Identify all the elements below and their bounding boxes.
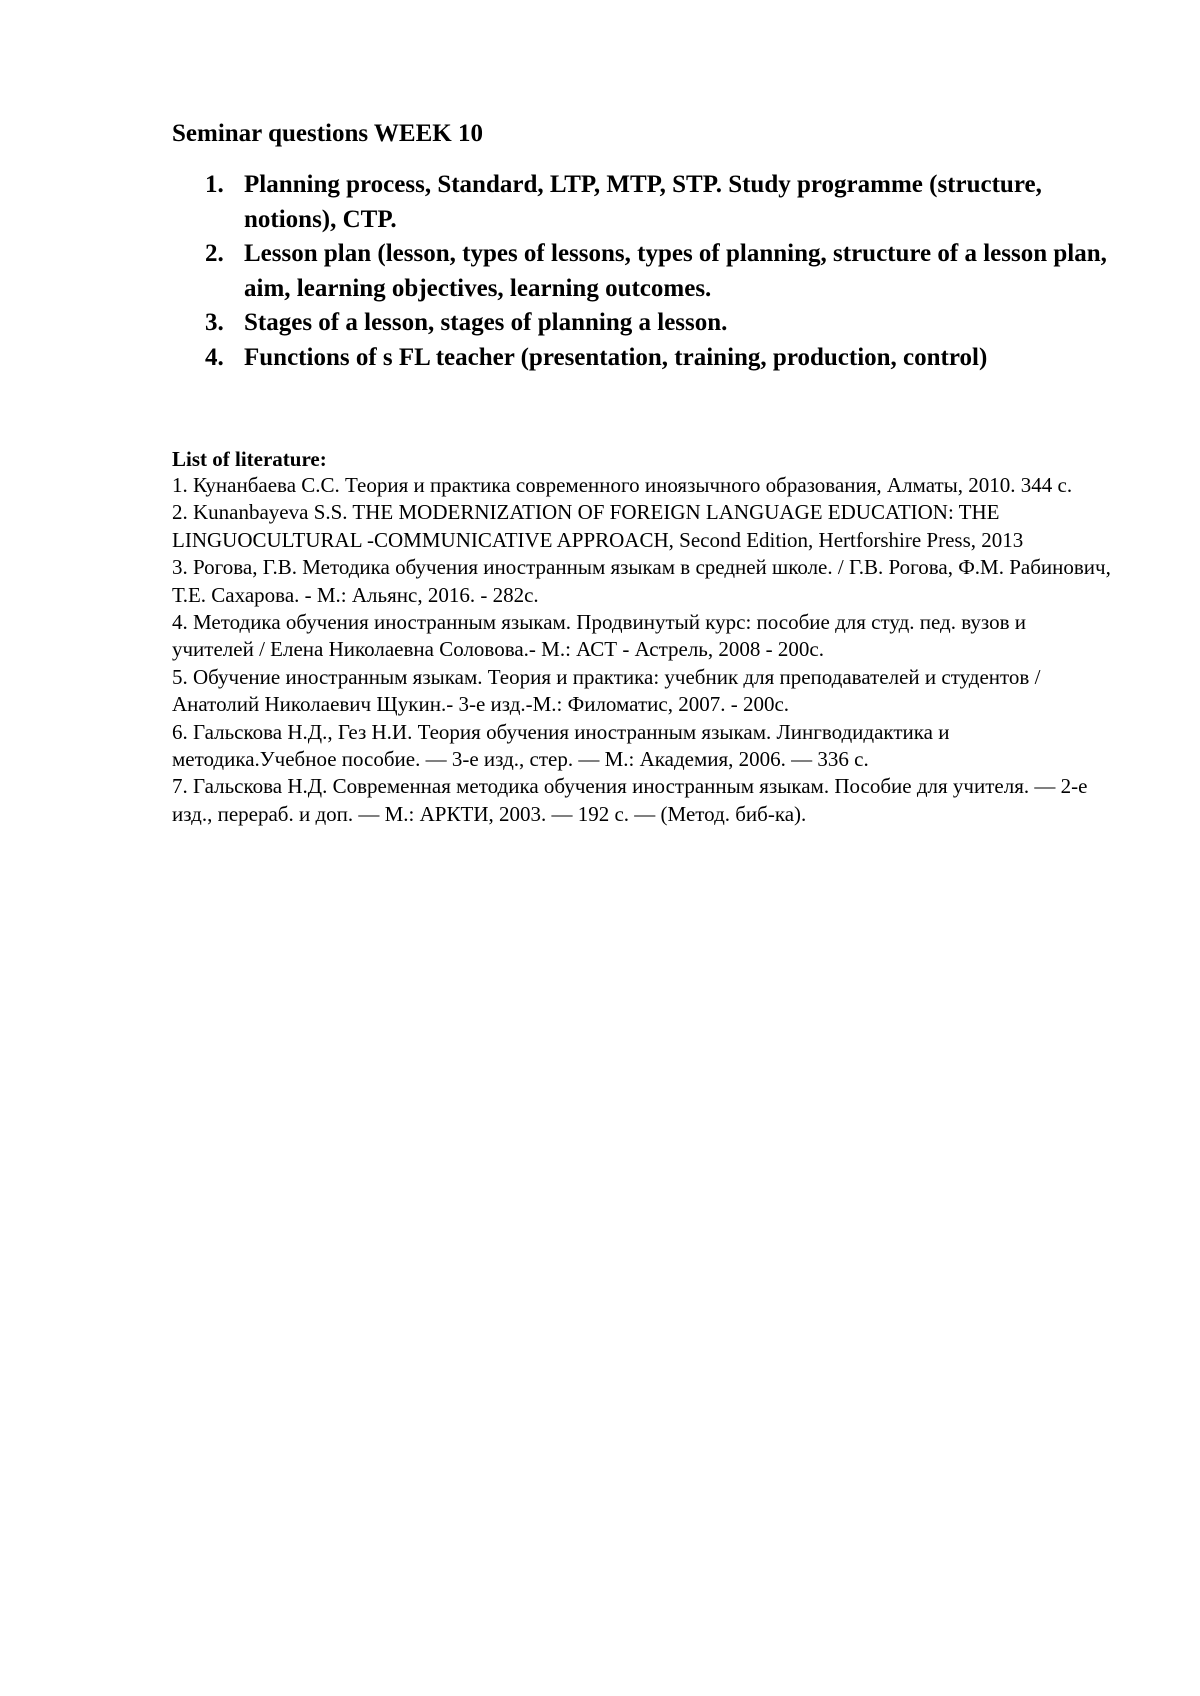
- page-title: Seminar questions WEEK 10: [172, 120, 483, 147]
- literature-heading: List of literature:: [172, 447, 327, 471]
- literature-item: 6. Гальскова Н.Д., Гез Н.И. Теория обучения иностранным языкам. Лингводидактика и методика.Учебное пособие. — 3-е изд., стер. — М.: Академия, 2006. — 336 с.: [172, 719, 950, 772]
- literature-item: 7. Гальскова Н.Д. Современная методика обучения иностранным языкам. Пособие для учителя. — 2-е изд., перераб. и доп. — М.: АРКТИ, 2003. — 192 с. — (Метод. биб-ка).: [172, 774, 1088, 826]
- question-text: Planning process, Standard, LTP, MTP, STP. Study programme (structure, notions), CTP.: [244, 171, 1042, 233]
- question-number: 2.: [205, 240, 224, 267]
- literature-item: 5. Обучение иностранным языкам. Теория и практика: учебник для преподавателей и студентов / Анатолий Николаевич Щукин.- 3-е изд.-М.: Филоматис, 2007. - 200с.: [172, 664, 1041, 717]
- question-number: 1.: [205, 171, 224, 198]
- literature-list: [172, 472, 1112, 828]
- literature-item: 1. Кунанбаева С.С. Теория и практика современного иноязычного образования, Алматы, 2010. 344 с.: [172, 473, 1073, 497]
- question-item: [172, 306, 1132, 341]
- question-item: [172, 341, 1132, 376]
- literature-item: 2. Kunanbayeva S.S. THE MODERNIZATION OF FOREIGN LANGUAGE EDUCATION: THE LINGUOCULTURAL -COMMUNICATIVE APPROACH, Second Edition, Hertforshire Press, 2013: [172, 500, 1024, 552]
- question-item: [172, 168, 1132, 237]
- question-text: Lesson plan (lesson, types of lessons, types of planning, structure of a lesson plan, aim, learning objectives, learning outcomes.: [244, 240, 1107, 302]
- literature-item: 3. Рогова, Г.В. Методика обучения иностранным языкам в средней школе. / Г.В. Рогова, Ф.М. Рабинович, Т.Е. Сахарова. - М.: Альянс, 2016. - 282с.: [172, 555, 1111, 607]
- question-number: 4.: [205, 343, 224, 371]
- question-number: 3.: [205, 309, 224, 336]
- question-text: Functions of s FL teacher (presentation, training, production, control): [244, 343, 988, 371]
- literature-item: 4. Методика обучения иностранным языкам. Продвинутый курс: пособие для студ. пед. вузов и учителей / Елена Николаевна Соловова.- М.: АСТ - Астрель, 2008 - 200с.: [172, 610, 1026, 662]
- seminar-questions-list: [172, 168, 1132, 375]
- question-item: [172, 237, 1132, 306]
- question-text: Stages of a lesson, stages of planning a lesson.: [244, 309, 728, 336]
